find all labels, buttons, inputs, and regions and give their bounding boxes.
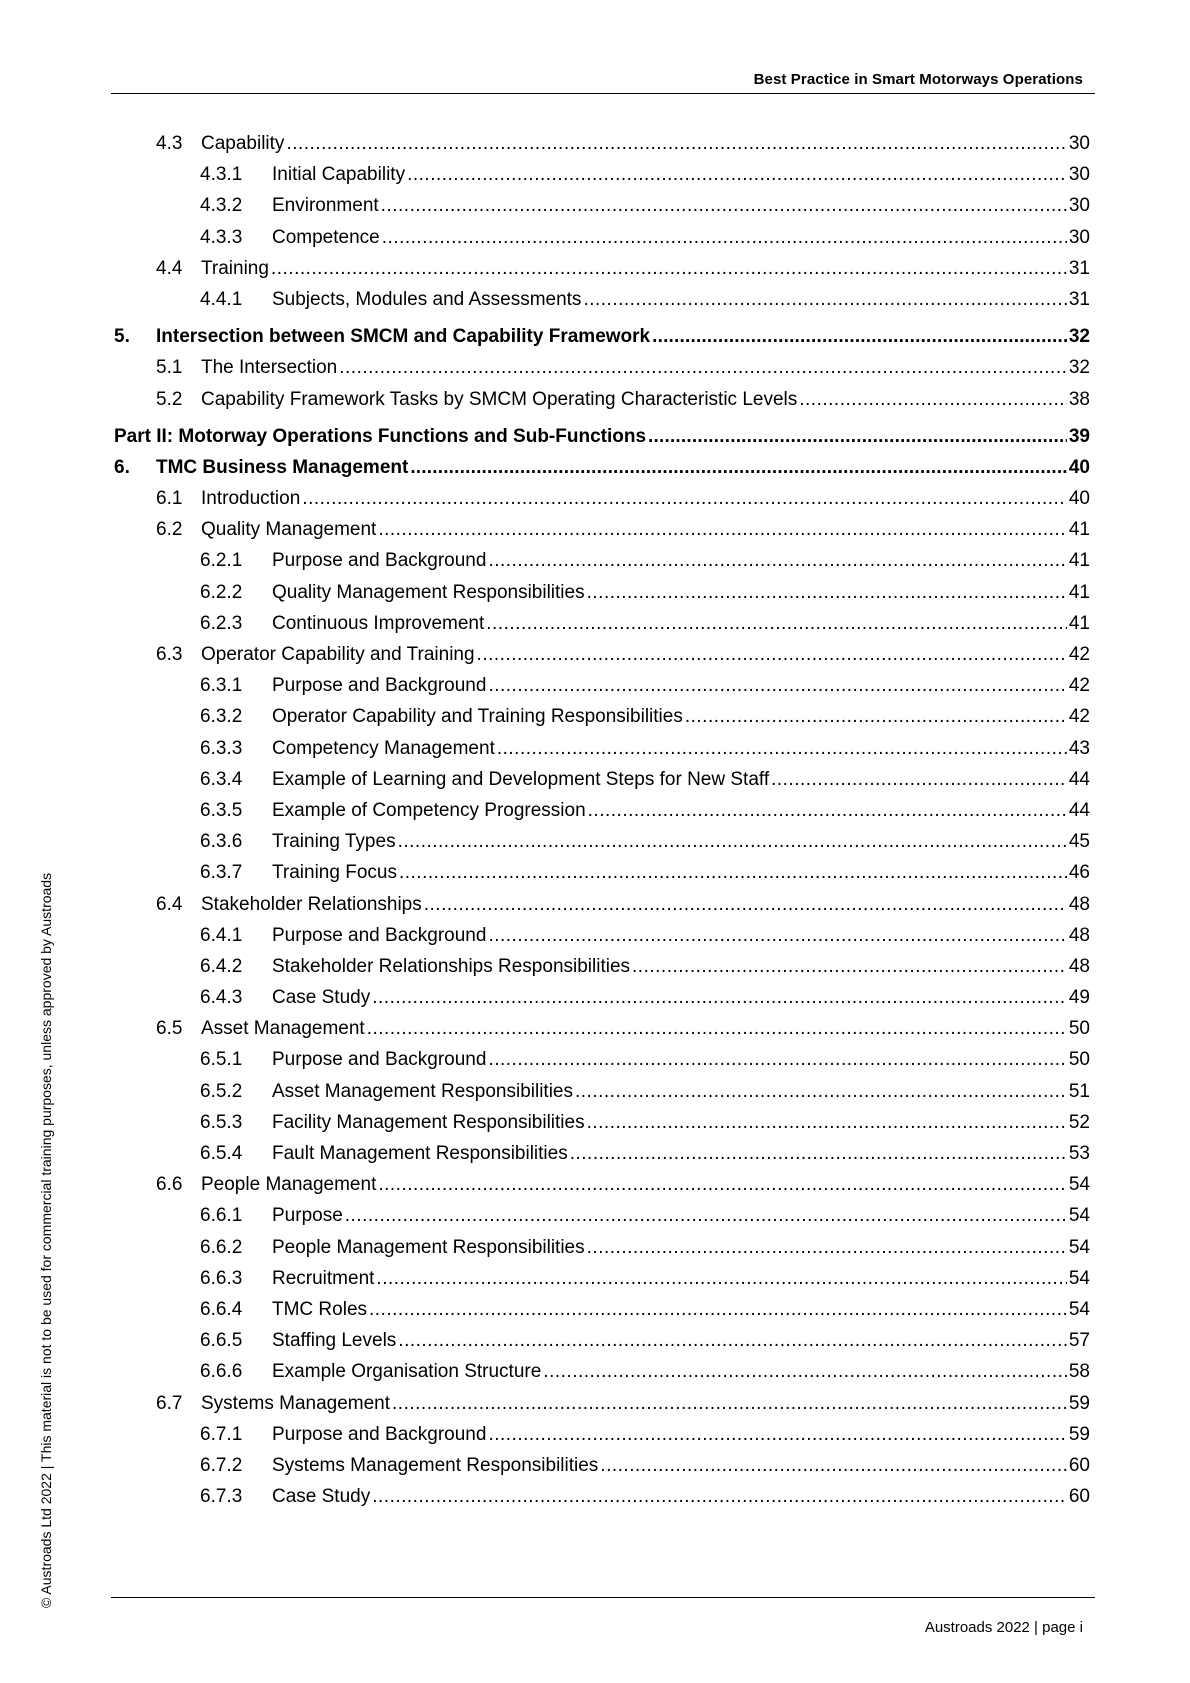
toc-entry-number: 4.4.1 [200, 288, 243, 310]
toc-entry-title: TMC Business Management [156, 456, 409, 478]
dot-leader [398, 1325, 1067, 1356]
toc-entry-title: Operator Capability and Training Responsibilities [272, 706, 683, 728]
dot-leader [392, 1388, 1067, 1419]
dot-leader [271, 253, 1067, 284]
toc-entry-page: 45 [1068, 831, 1090, 853]
toc-entry-number: 6.5.2 [200, 1080, 243, 1102]
toc-entry[interactable] [114, 384, 1090, 415]
toc-entry[interactable] [114, 452, 1090, 483]
toc-entry-title: Asset Management [201, 1018, 365, 1040]
dot-leader [587, 1232, 1067, 1263]
dot-leader [488, 670, 1066, 701]
toc-entry[interactable] [114, 1200, 1090, 1231]
toc-entry-number: 6.6 [156, 1174, 183, 1196]
toc-entry-title: Example of Competency Progression [272, 799, 586, 821]
toc-entry-title: Purpose and Background [272, 1049, 487, 1071]
header-rule [111, 93, 1095, 94]
dot-leader [575, 1076, 1067, 1107]
dot-leader [378, 1169, 1067, 1200]
dot-leader [399, 857, 1067, 888]
toc-entry-title: People Management [201, 1174, 377, 1196]
toc-entry-page: 54 [1068, 1205, 1090, 1227]
toc-entry-page: 54 [1068, 1236, 1090, 1258]
toc-entry-page: 59 [1068, 1423, 1090, 1445]
page-footer: Austroads 2022 | page i [924, 1619, 1083, 1636]
toc-entry[interactable] [114, 701, 1090, 732]
toc-entry-page: 38 [1068, 388, 1090, 410]
toc-entry-title: Purpose and Background [272, 924, 487, 946]
toc-entry-title: The Intersection [201, 357, 338, 379]
toc-entry[interactable] [114, 920, 1090, 951]
dot-leader [407, 159, 1067, 190]
toc-entry[interactable] [114, 253, 1090, 284]
toc-entry-page: 48 [1068, 924, 1090, 946]
toc-entry-number: 6.3.5 [200, 799, 243, 821]
toc-entry-page: 57 [1068, 1330, 1090, 1352]
toc-entry-page: 44 [1068, 768, 1090, 790]
toc-entry[interactable] [114, 982, 1090, 1013]
toc-entry-title: Purpose and Background [272, 675, 487, 697]
toc-entry-number: 6.4.1 [200, 924, 243, 946]
toc-entry-number: 6.6.3 [200, 1267, 243, 1289]
dot-leader [286, 128, 1066, 159]
toc-entry-number: 5.1 [156, 357, 183, 379]
toc-entry-page: 54 [1068, 1267, 1090, 1289]
dot-leader [488, 1419, 1066, 1450]
toc-entry-page: 58 [1068, 1361, 1090, 1383]
toc-entry-title: Training Focus [272, 862, 397, 884]
toc-entry-title: Competence [272, 226, 380, 248]
toc-entry-page: 30 [1068, 195, 1090, 217]
dot-leader [398, 826, 1067, 857]
toc-entry-title: Environment [272, 195, 379, 217]
toc-entry-number: 4.3.2 [200, 195, 243, 217]
toc-entry-number: 6.2.2 [200, 581, 243, 603]
toc-entry[interactable] [114, 577, 1090, 608]
dot-leader [410, 452, 1067, 483]
toc-entry[interactable] [114, 951, 1090, 982]
dot-leader [424, 889, 1067, 920]
toc-entry-number: 6.5.3 [200, 1111, 243, 1133]
toc-entry-title: Staffing Levels [272, 1330, 397, 1352]
toc-entry-title: Initial Capability [272, 164, 406, 186]
toc-entry-number: 6.5.1 [200, 1049, 243, 1071]
toc-entry[interactable] [114, 795, 1090, 826]
toc-entry-title: Example Organisation Structure [272, 1361, 542, 1383]
toc-entry[interactable] [114, 222, 1090, 253]
toc-entry[interactable] [114, 1076, 1090, 1107]
toc-entry-number: 6.3.4 [200, 768, 243, 790]
footer-rule [111, 1597, 1095, 1598]
toc-entry-page: 31 [1068, 288, 1090, 310]
toc-entry[interactable] [114, 826, 1090, 857]
toc-entry-title: Facility Management Responsibilities [272, 1111, 585, 1133]
dot-leader [345, 1200, 1067, 1231]
toc-entry-title: Training [201, 257, 269, 279]
toc-entry-page: 30 [1068, 133, 1090, 154]
toc-entry-number: 6.3.1 [200, 675, 243, 697]
toc-entry-page: 60 [1068, 1486, 1090, 1508]
toc-entry-page: 46 [1068, 862, 1090, 884]
dot-leader [367, 1013, 1067, 1044]
dot-leader [648, 421, 1067, 452]
toc-entry-title: TMC Roles [272, 1298, 368, 1320]
toc-entry[interactable] [114, 483, 1090, 514]
toc-entry-page: 32 [1068, 326, 1090, 348]
toc-entry-number: 6.5.4 [200, 1143, 243, 1164]
toc-entry-title: Stakeholder Relationships Responsibilities [272, 955, 631, 977]
toc-entry-page: 48 [1068, 955, 1090, 977]
toc-entry-title: Systems Management [201, 1392, 391, 1414]
toc-entry-title: Intersection between SMCM and Capability Framework [156, 326, 651, 348]
toc-entry[interactable] [114, 733, 1090, 764]
toc-entry[interactable] [114, 1325, 1090, 1356]
toc-entry-number: 6.4.3 [200, 987, 243, 1009]
toc-entry-number: 5.2 [156, 388, 183, 410]
toc-entry-number: 6.7 [156, 1392, 183, 1414]
toc-entry[interactable] [114, 857, 1090, 888]
toc-entry-title: Capability Framework Tasks by SMCM Operating Characteristic Levels [201, 388, 798, 410]
toc-entry[interactable] [114, 1169, 1090, 1200]
toc-entry-title: Purpose [272, 1205, 343, 1227]
dot-leader [381, 190, 1067, 221]
toc-entry-title: Operator Capability and Training [201, 644, 475, 665]
toc-entry[interactable] [114, 352, 1090, 383]
toc-entry-title: Recruitment [272, 1267, 375, 1289]
toc-entry[interactable] [114, 1450, 1090, 1481]
toc-entry-number: 6.6.2 [200, 1236, 243, 1258]
dot-leader [488, 1044, 1066, 1075]
dot-leader [372, 982, 1067, 1013]
dot-leader [583, 284, 1066, 315]
toc-entry-number: 6.3.3 [200, 737, 243, 759]
toc-entry-number: 6.2.3 [200, 612, 243, 634]
toc-entry-title: Capability [201, 133, 285, 154]
dot-leader [382, 222, 1067, 253]
toc-entry[interactable] [114, 1419, 1090, 1450]
toc-entry[interactable] [114, 190, 1090, 221]
toc-entry-number: 6.6.4 [200, 1298, 243, 1320]
toc-entry-number: 6.4 [156, 893, 183, 915]
toc-entry-number: 6.6.5 [200, 1330, 243, 1352]
toc-entry[interactable] [114, 421, 1090, 452]
dot-leader [302, 483, 1067, 514]
dot-leader [600, 1450, 1067, 1481]
toc-entry-number: 4.3.1 [200, 164, 243, 186]
toc-entry-number: 6.6.1 [200, 1205, 243, 1227]
toc-entry-number: 6.3 [156, 644, 183, 665]
toc-entry[interactable] [114, 321, 1090, 352]
toc-entry-number: 6.7.1 [200, 1423, 243, 1445]
toc-entry-number: 5. [114, 326, 130, 348]
toc-entry-number: 6. [114, 456, 130, 478]
dot-leader [369, 1294, 1067, 1325]
toc-entry[interactable] [114, 1481, 1090, 1512]
toc-entry-title: Introduction [201, 488, 301, 510]
toc-entry-title: Quality Management Responsibilities [272, 581, 585, 603]
toc-entry-number: 6.3.6 [200, 831, 243, 853]
dot-leader [486, 608, 1067, 639]
toc-entry-page: 30 [1068, 226, 1090, 248]
toc-entry-page: 39 [1068, 425, 1090, 447]
toc-entry-number: 4.3.3 [200, 226, 243, 248]
running-header: Best Practice in Smart Motorways Operations [753, 71, 1083, 88]
toc-entry[interactable] [114, 670, 1090, 701]
dot-leader [799, 384, 1067, 415]
dot-leader [632, 951, 1067, 982]
toc-entry-number: 4.4 [156, 257, 183, 279]
toc-entry-page: 43 [1068, 737, 1090, 759]
toc-entry[interactable] [114, 1356, 1090, 1387]
toc-entry-number: 6.2.1 [200, 550, 243, 572]
toc-entry-title: Purpose and Background [272, 1423, 487, 1445]
toc-entry-page: 40 [1068, 488, 1090, 510]
toc-entry-page: 50 [1068, 1049, 1090, 1071]
toc-entry[interactable] [114, 1232, 1090, 1263]
dot-leader [372, 1481, 1067, 1512]
toc-entry-title: Example of Learning and Development Steps for New Staff [272, 768, 770, 790]
toc-entry[interactable] [114, 764, 1090, 795]
dot-leader [477, 639, 1067, 670]
toc-entry-number: 6.3.7 [200, 862, 243, 884]
toc-entry-title: Asset Management Responsibilities [272, 1080, 573, 1102]
toc-entry[interactable] [114, 1294, 1090, 1325]
toc-entry-page: 44 [1068, 799, 1090, 821]
toc-entry-title: Quality Management [201, 519, 377, 541]
dot-leader [497, 733, 1067, 764]
toc-entry-number: 4.3 [156, 133, 183, 154]
toc-entry-page: 41 [1068, 612, 1090, 634]
toc-entry[interactable] [114, 889, 1090, 920]
toc-entry-number: 6.3.2 [200, 706, 243, 728]
toc-entry-page: 41 [1068, 519, 1090, 541]
toc-entry-number: 6.5 [156, 1018, 183, 1040]
toc-entry[interactable] [114, 1107, 1090, 1138]
toc-entry-page: 59 [1068, 1392, 1090, 1414]
toc-entry[interactable] [114, 1044, 1090, 1075]
toc-entry-page: 60 [1068, 1454, 1090, 1476]
toc-entry-title: Training Types [272, 831, 396, 853]
toc-entry-title: Fault Management Responsibilities [272, 1143, 568, 1164]
toc-entry[interactable] [114, 159, 1090, 190]
toc-entry-number: 6.4.2 [200, 955, 243, 977]
toc-entry-title: Case Study [272, 987, 371, 1009]
toc-entry-number: 6.2 [156, 519, 183, 541]
copyright-sidebar: © Austroads Ltd 2022 | This material is not to be used for commercial training purposes, unless approved by Austroads [38, 872, 54, 1608]
toc-entry[interactable] [114, 284, 1090, 315]
toc-entry-title: Case Study [272, 1486, 371, 1508]
toc-entry-title: Part II: Motorway Operations Functions and Sub-Functions [114, 425, 647, 447]
dot-leader [378, 514, 1067, 545]
toc-entry-page: 42 [1068, 644, 1090, 665]
toc-entry-page: 49 [1068, 987, 1090, 1009]
table-of-contents [114, 128, 1090, 1512]
toc-entry-page: 42 [1068, 706, 1090, 728]
toc-entry-number: 6.7.2 [200, 1454, 243, 1476]
dot-leader [587, 1107, 1067, 1138]
toc-entry-page: 41 [1068, 581, 1090, 603]
dot-leader [339, 352, 1067, 383]
toc-entry-page: 54 [1068, 1298, 1090, 1320]
toc-entry[interactable] [114, 514, 1090, 545]
toc-entry-page: 31 [1068, 257, 1090, 279]
dot-leader [771, 764, 1067, 795]
toc-entry-number: 6.6.6 [200, 1361, 243, 1383]
dot-leader [488, 920, 1066, 951]
dot-leader [587, 577, 1067, 608]
toc-entry-title: Continuous Improvement [272, 612, 485, 634]
toc-entry-page: 50 [1068, 1018, 1090, 1040]
toc-entry-page: 53 [1068, 1143, 1090, 1164]
dot-leader [570, 1138, 1067, 1169]
toc-entry[interactable] [114, 128, 1090, 159]
toc-entry[interactable] [114, 1263, 1090, 1294]
toc-entry-number: 6.7.3 [200, 1486, 243, 1508]
toc-entry-page: 40 [1068, 456, 1090, 478]
toc-entry-page: 41 [1068, 550, 1090, 572]
toc-entry-page: 32 [1068, 357, 1090, 379]
toc-entry-page: 52 [1068, 1111, 1090, 1133]
dot-leader [685, 701, 1067, 732]
toc-entry-title: Purpose and Background [272, 550, 487, 572]
toc-entry-page: 42 [1068, 675, 1090, 697]
toc-entry-page: 54 [1068, 1174, 1090, 1196]
toc-entry-page: 48 [1068, 893, 1090, 915]
toc-entry[interactable] [114, 608, 1090, 639]
toc-entry[interactable] [114, 1013, 1090, 1044]
toc-entry-title: Subjects, Modules and Assessments [272, 288, 582, 310]
toc-entry[interactable] [114, 545, 1090, 576]
toc-entry[interactable] [114, 1138, 1090, 1169]
dot-leader [488, 545, 1066, 576]
toc-entry[interactable] [114, 639, 1090, 670]
toc-entry-title: Competency Management [272, 737, 495, 759]
toc-entry-page: 30 [1068, 164, 1090, 186]
toc-entry[interactable] [114, 1388, 1090, 1419]
toc-entry-title: Stakeholder Relationships [201, 893, 422, 915]
toc-entry-number: 6.1 [156, 488, 183, 510]
toc-entry-title: Systems Management Responsibilities [272, 1454, 599, 1476]
dot-leader [588, 795, 1067, 826]
toc-entry-page: 51 [1068, 1080, 1090, 1102]
dot-leader [543, 1356, 1067, 1387]
dot-leader [652, 321, 1067, 352]
dot-leader [376, 1263, 1066, 1294]
toc-entry-title: People Management Responsibilities [272, 1236, 585, 1258]
